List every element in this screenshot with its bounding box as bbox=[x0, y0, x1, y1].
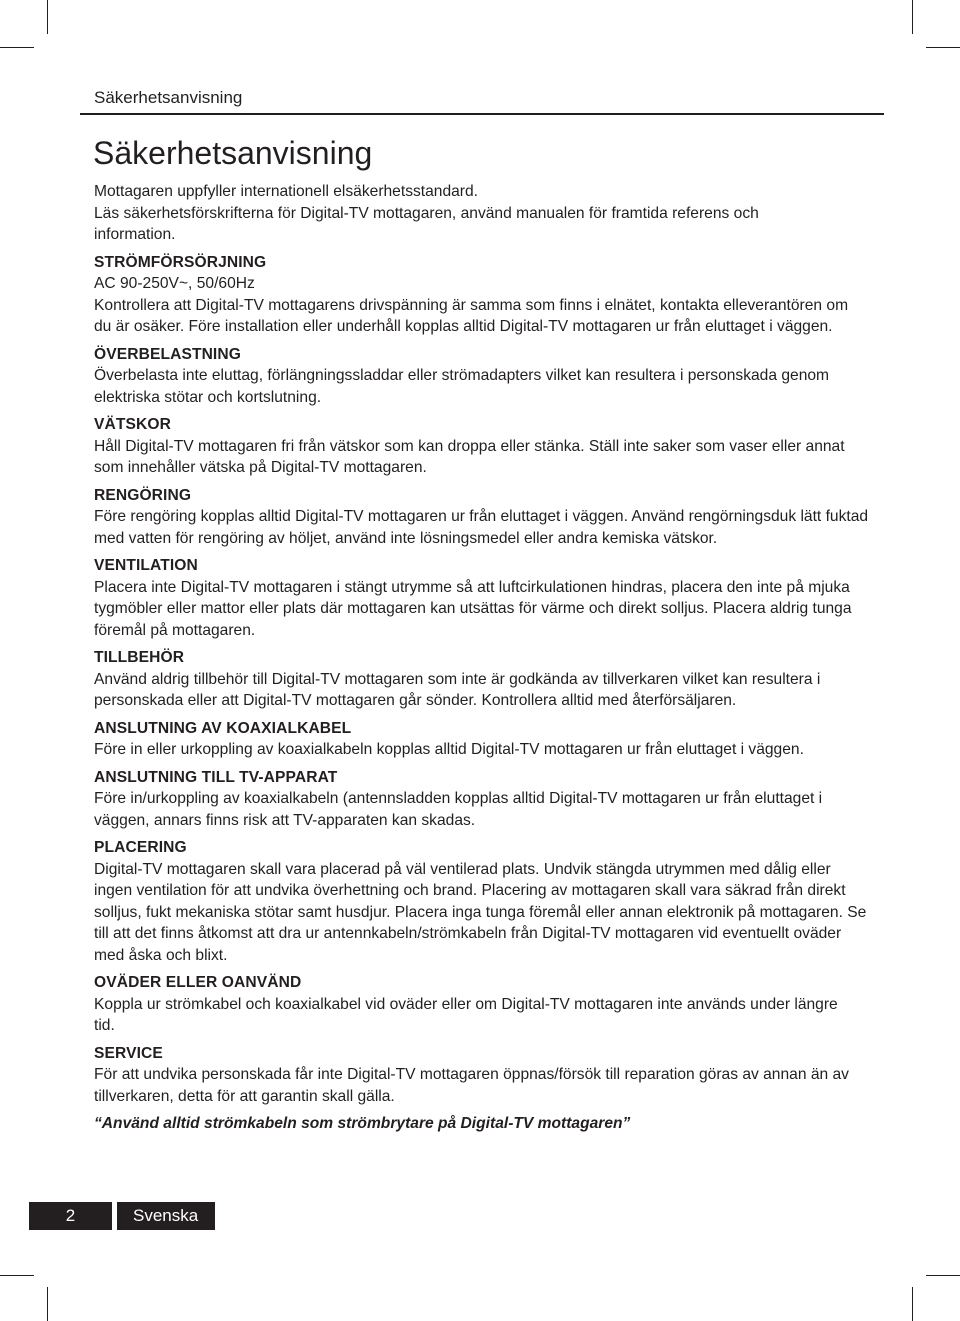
section-text: Kontrollera att Digital-TV mottagarens drivspänning är samma som finns i elnätet, kontakta elleverantören om du är osäker. Före installation eller underhåll kopplas alltid Digital-TV mottagaren ur från eluttaget i väggen. bbox=[94, 296, 849, 335]
header-divider bbox=[80, 113, 884, 115]
section-text: Digital-TV mottagaren skall vara placerad på väl ventilerad plats. Undvik stängda utrymmen med dålig eller ingen ventilation för att undvika överhettning och brand. Placering av mottagaren skall vara säkrad från direkt solljus, fukt mekaniska stötar samt husdjur. Placera inga tunga föremål eller annan elektronik på mottagaren. Se till att det finns åtkomst att dra ur antennkabeln/strömkabeln från Digital-TV mottagaren vid eventuellt oväder med åska och blixt. bbox=[94, 860, 867, 964]
section-text: Före in eller urkoppling av koaxialkabeln kopplas alltid Digital-TV mottagaren ur från eluttaget i väggen. bbox=[94, 741, 804, 758]
section-heading: TILLBEHÖR bbox=[94, 649, 185, 666]
section-text: Håll Digital-TV mottagaren fri från vätskor som kan droppa eller stänka. Ställ inte saker som vaser eller annat som innehåller vätska på Digital-TV mottagaren. bbox=[94, 437, 845, 476]
section-heading: ÖVERBELASTNING bbox=[94, 345, 241, 363]
section-accessories bbox=[94, 647, 884, 712]
running-header: Säkerhetsanvisning bbox=[94, 88, 243, 107]
section-heading: STRÖMFÖRSÖRJNING bbox=[94, 253, 267, 271]
intro-line: Mottagaren uppfyller internationell elsäkerhetsstandard. bbox=[94, 183, 479, 200]
intro-line: Läs säkerhetsförskrifterna för Digital-TV mottagaren, använd manualen för framtida referens och information. bbox=[94, 204, 759, 243]
section-tv-connection bbox=[94, 767, 884, 832]
section-text: AC 90-250V~, 50/60Hz bbox=[94, 275, 255, 292]
section-heading: VENTILATION bbox=[94, 557, 198, 574]
section-heading: RENGÖRING bbox=[94, 486, 192, 504]
section-text: Använd aldrig tillbehör till Digital-TV mottagaren som inte är godkända av tillverkaren vilket kan resultera i personskada eller att Digital-TV mottagaren går sönder. Kontrollera alltid med återförsäljaren. bbox=[94, 670, 821, 709]
section-cleaning bbox=[94, 485, 884, 550]
crop-mark bbox=[912, 0, 913, 34]
crop-mark bbox=[926, 1275, 960, 1276]
section-storm-unused bbox=[94, 972, 884, 1037]
section-power-supply bbox=[94, 252, 884, 338]
section-overload bbox=[94, 344, 884, 409]
important-note: “Använd alltid strömkabeln som strömbrytare på Digital-TV mottagaren” bbox=[94, 1115, 631, 1132]
document-body bbox=[94, 181, 884, 1135]
section-text: Placera inte Digital-TV mottagaren i stängt utrymme så att luftcirkulationen hindras, placera den inte på mjuka tygmöbler eller mattor eller plats där mottagaren kan utsättas för värme och direkt solljus. Placera aldrig tunga föremål på mottagaren. bbox=[94, 578, 852, 639]
section-heading: SERVICE bbox=[94, 1044, 163, 1062]
crop-mark bbox=[0, 1275, 34, 1276]
section-placement bbox=[94, 837, 884, 966]
section-text: Koppla ur strömkabel och koaxialkabel vid oväder eller om Digital-TV mottagaren inte används under längre tid. bbox=[94, 995, 838, 1034]
section-service bbox=[94, 1043, 884, 1108]
section-heading: OVÄDER ELLER OANVÄND bbox=[94, 974, 302, 991]
page-title: Säkerhetsanvisning bbox=[93, 135, 373, 171]
section-text: Före in/urkoppling av koaxialkabeln (antennsladden kopplas alltid Digital-TV mottagaren ur från eluttaget i väggen, annars finns risk att TV-apparaten kan skadas. bbox=[94, 790, 823, 829]
section-text: För att undvika personskada får inte Digital-TV mottagaren öppnas/försök till reparation göras av annan än av tillverkaren, detta för att garantin skall gälla. bbox=[94, 1066, 849, 1105]
section-heading: VÄTSKOR bbox=[94, 416, 171, 433]
crop-mark bbox=[47, 0, 48, 34]
crop-mark bbox=[926, 47, 960, 48]
section-heading: ANSLUTNING AV KOAXIALKABEL bbox=[94, 719, 352, 737]
page-number: 2 bbox=[29, 1202, 112, 1230]
crop-mark bbox=[0, 47, 34, 48]
section-liquids bbox=[94, 414, 884, 479]
section-heading: PLACERING bbox=[94, 839, 187, 856]
section-coax-connection bbox=[94, 718, 884, 761]
section-heading: ANSLUTNING TILL TV-APPARAT bbox=[94, 768, 338, 786]
crop-mark bbox=[912, 1287, 913, 1321]
section-text: Överbelasta inte eluttag, förlängningssladdar eller strömadapters vilket kan resultera i personskada genom elektriska stötar och kortslutning. bbox=[94, 367, 830, 406]
language-label: Svenska bbox=[117, 1202, 215, 1230]
intro-text bbox=[94, 181, 884, 246]
section-ventilation bbox=[94, 555, 884, 641]
section-text: Före rengöring kopplas alltid Digital-TV mottagaren ur från eluttaget i väggen. Använd rengörningsduk lätt fuktad med vatten för rengöring av höljet, använd inte lösningsmedel eller andra kemiska vätskor. bbox=[94, 508, 869, 547]
crop-mark bbox=[47, 1287, 48, 1321]
